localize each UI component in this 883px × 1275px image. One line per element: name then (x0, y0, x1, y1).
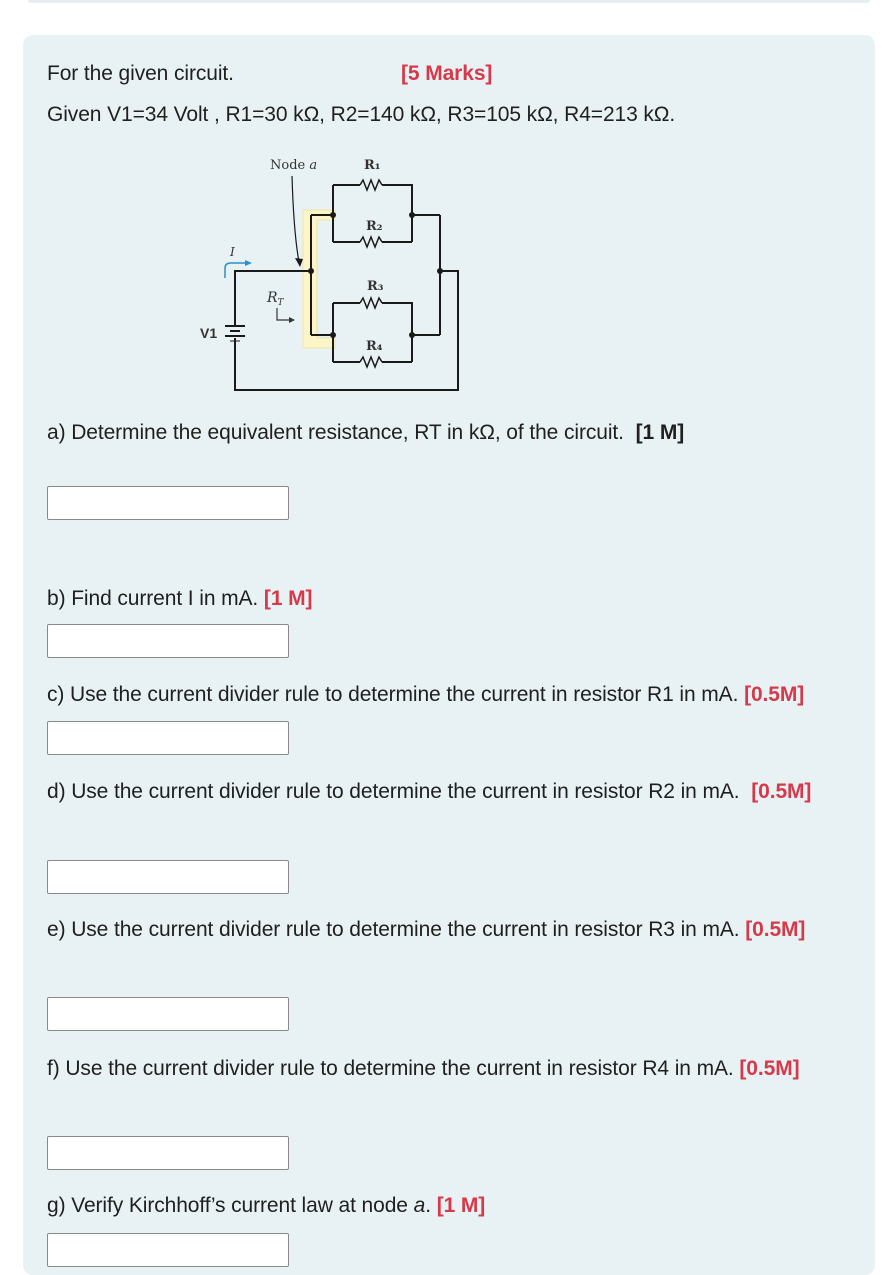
question-b-text: b) Find current I in mA. (47, 587, 259, 610)
node-a-label: Node a (270, 158, 318, 173)
given-values: Given V1=34 Volt , R1=30 kΩ, R2=140 kΩ, R3=105 kΩ, R4=213 kΩ. (47, 103, 676, 126)
r2-resistor (360, 237, 382, 247)
question-d-text: d) Use the current divider rule to determine the current in resistor R2 in mA. (47, 780, 740, 803)
current-label: I (230, 245, 235, 259)
r3-label: R₃ (367, 279, 384, 294)
total-marks: [5 Marks] (401, 62, 493, 85)
question-b (47, 586, 312, 612)
question-e-text: e) Use the current divider rule to determine the current in resistor R3 in mA. (47, 918, 740, 941)
question-f-text: f) Use the current divider rule to determine the current in resistor R4 in mA. (47, 1057, 734, 1080)
answer-g-input[interactable] (47, 1233, 289, 1267)
r3-resistor (360, 298, 382, 308)
node-a-highlight (303, 210, 335, 348)
question-a (47, 420, 684, 446)
answer-c-input[interactable] (47, 721, 289, 755)
question-g-marks: [1 M] (436, 1194, 486, 1217)
r1-label: R₁ (364, 158, 381, 173)
r1-resistor (360, 180, 382, 190)
r4-resistor (360, 357, 382, 367)
question-f (47, 1056, 799, 1082)
answer-b-input[interactable] (47, 624, 289, 658)
question-b-marks: [1 M] (263, 587, 313, 610)
question-e-marks: [0.5M] (745, 918, 806, 941)
question-a-text: a) Determine the equivalent resistance, RT in kΩ, of the circuit. (47, 421, 624, 444)
answer-a-input[interactable] (47, 486, 289, 520)
rt-arrow-icon (277, 308, 289, 320)
rt-label: $R_T$ (267, 290, 284, 308)
outer-wire (235, 271, 458, 390)
intro-text (47, 61, 234, 87)
circuit-diagram (195, 150, 470, 395)
question-g-text: g) Verify Kirchhoff’s current law at node a. (47, 1194, 431, 1217)
question-d-marks: [0.5M] (751, 780, 812, 803)
question-c (47, 682, 804, 708)
answer-f-input[interactable] (47, 1136, 289, 1170)
answer-e-input[interactable] (47, 997, 289, 1031)
question-d (47, 779, 811, 805)
question-g (47, 1193, 485, 1219)
r2-label: R₂ (366, 219, 383, 234)
node-a-pointer (292, 176, 299, 262)
intro-label: For the given circuit. (47, 62, 234, 85)
question-c-text: c) Use the current divider rule to determine the current in resistor R1 in mA. (47, 683, 739, 706)
question-e (47, 917, 805, 943)
r4-label: R₄ (366, 339, 383, 354)
question-c-marks: [0.5M] (744, 683, 805, 706)
top-divider (28, 0, 870, 3)
v1-label: V1 (200, 325, 218, 341)
question-f-marks: [0.5M] (739, 1057, 800, 1080)
question-a-marks: [1 M] (635, 421, 685, 444)
answer-d-input[interactable] (47, 860, 289, 894)
